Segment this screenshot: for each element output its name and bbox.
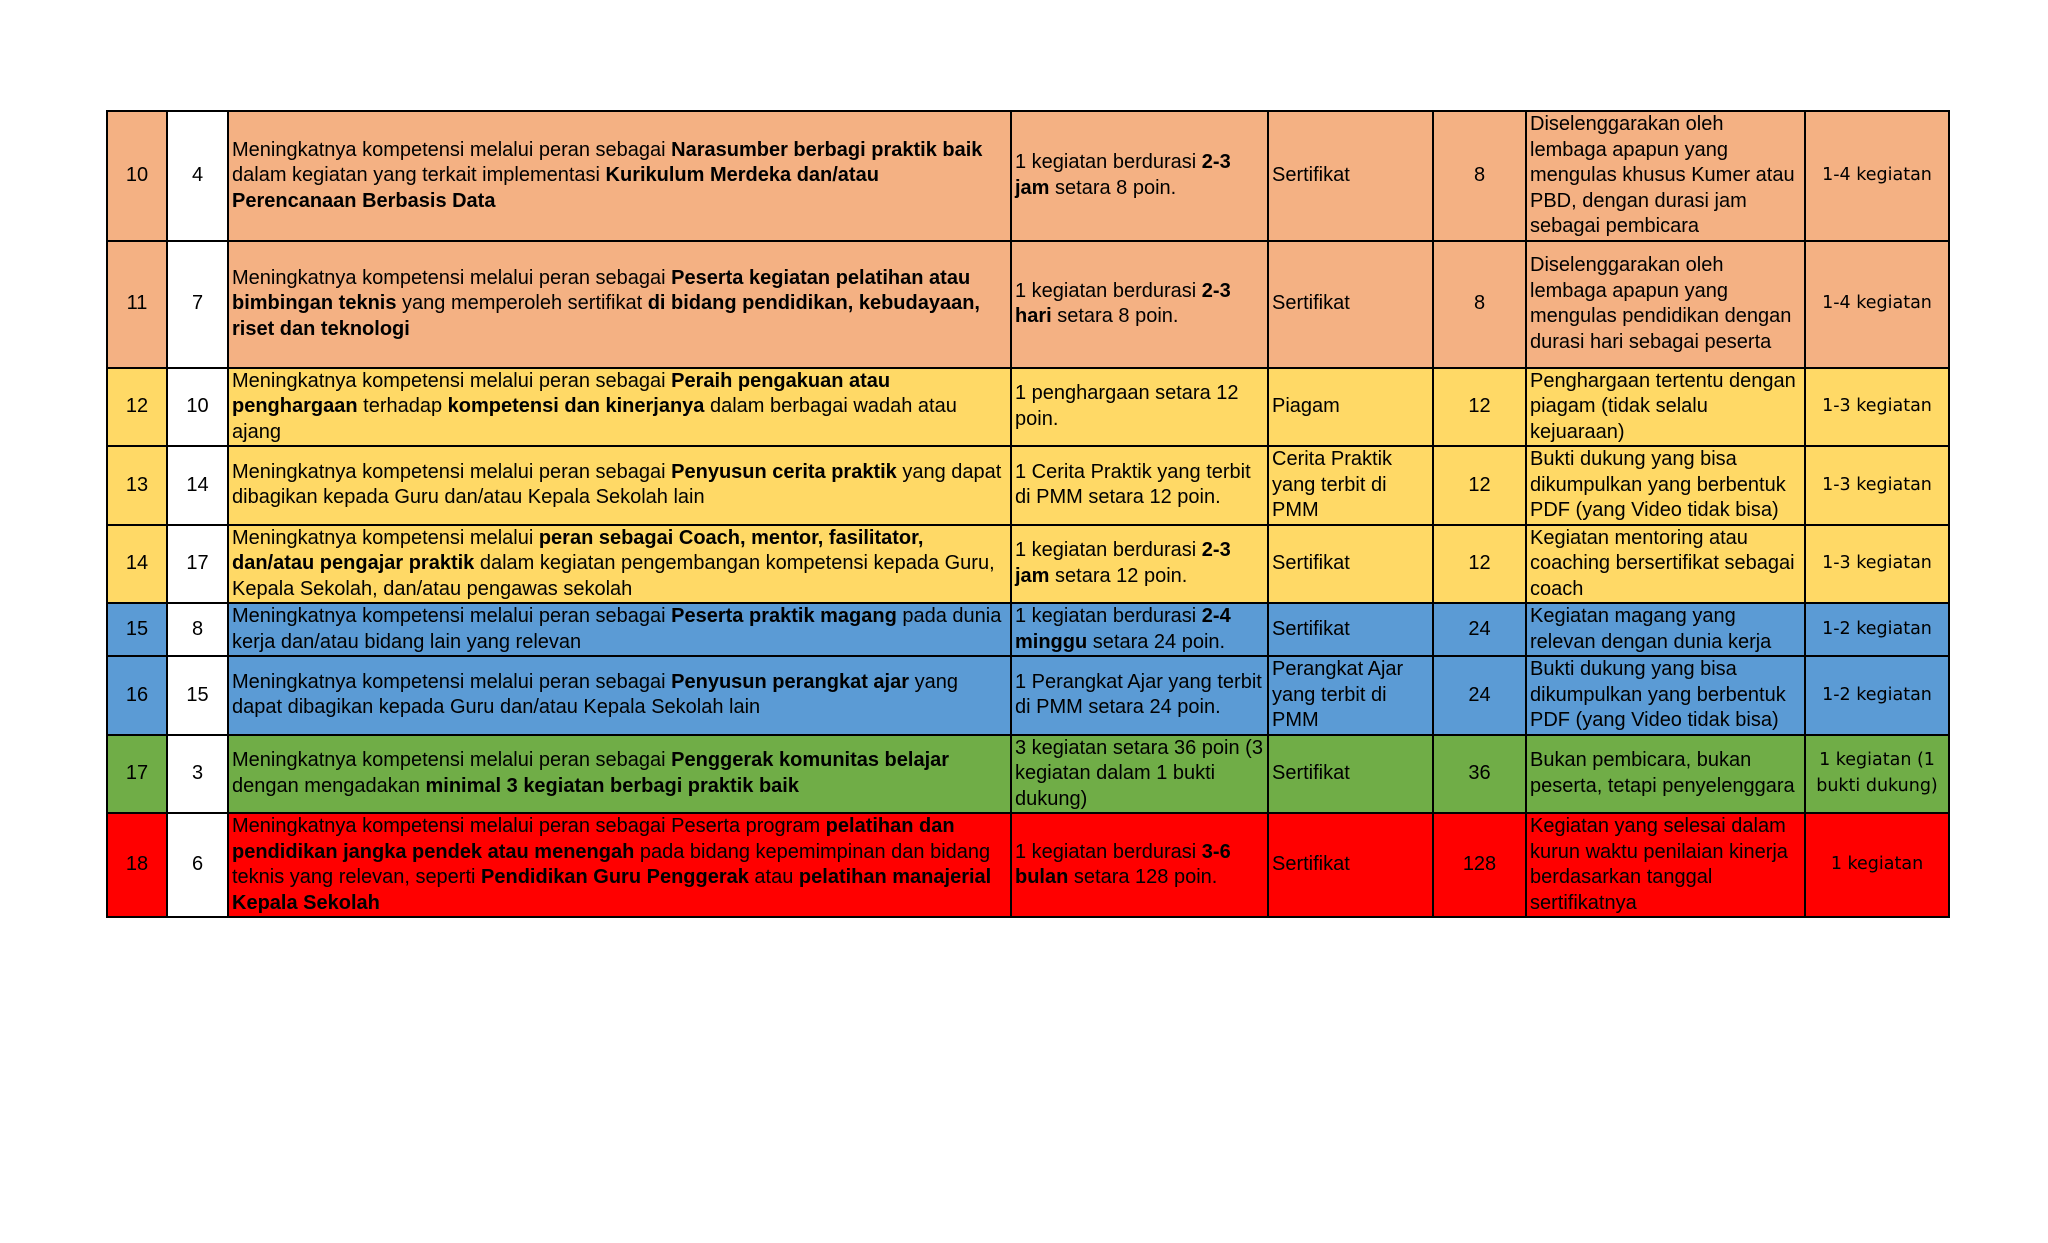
description-cell <box>228 813 1011 917</box>
description-cell-segment: pelatihan dan pendidikan jangka pendek atau menengah <box>232 815 955 863</box>
conversion-cell-segment: setara 8 poin. <box>1051 305 1179 327</box>
conversion-cell-segment: setara 8 poin. <box>1049 176 1177 199</box>
limit-cell: 1-4 kegiatan <box>1805 241 1949 368</box>
conversion-cell-segment: 1 kegiatan berdurasi <box>1015 151 1202 174</box>
description-cell-segment: Meningkatnya kompetensi melalui peran sebagai <box>232 138 672 161</box>
description-cell-segment: Penyusun cerita praktik <box>671 460 897 483</box>
description-cell-segment: Penggerak komunitas belajar <box>671 749 950 772</box>
evidence-cell: Sertifikat <box>1268 813 1433 917</box>
conversion-cell-segment: 3 kegiatan setara 36 poin (3 kegiatan dalam 1 bukti dukung) <box>1015 736 1263 810</box>
notes-cell: Diselenggarakan oleh lembaga apapun yang mengulas khusus Kumer atau PBD, dengan durasi jam sebagai pembicara <box>1526 111 1805 241</box>
reference-number-cell: 14 <box>167 446 228 525</box>
conversion-cell-segment: 2-3 jam <box>1015 539 1231 587</box>
description-cell-segment: peran sebagai Coach, mentor, fasilitator, dan/atau pengajar praktik <box>232 526 924 574</box>
points-cell: 12 <box>1433 368 1526 447</box>
description-cell-segment: Meningkatnya kompetensi melalui peran sebagai Peserta program <box>232 815 826 837</box>
description-cell <box>228 241 1011 368</box>
description-cell-segment: yang dapat dibagikan kepada Guru dan/atau Kepala Sekolah lain <box>232 460 1002 509</box>
description-cell <box>228 603 1011 656</box>
description-cell-segment: Meningkatnya kompetensi melalui peran sebagai <box>232 369 672 392</box>
notes-cell: Penghargaan tertentu dengan piagam (tidak selalu kejuaraan) <box>1526 368 1805 447</box>
evidence-cell: Sertifikat <box>1268 735 1433 814</box>
description-cell-segment: Penyusun perangkat ajar <box>671 670 910 693</box>
conversion-cell-segment: 1 Perangkat Ajar yang terbit di PMM setara 24 poin. <box>1015 670 1262 719</box>
conversion-cell-segment: 2-3 jam <box>1015 151 1231 199</box>
conversion-cell <box>1011 241 1268 368</box>
conversion-cell-segment: 2-4 minggu <box>1015 605 1231 653</box>
row-number-cell: 16 <box>107 656 167 735</box>
evidence-cell: Perangkat Ajar yang terbit di PMM <box>1268 656 1433 735</box>
description-cell-segment: Meningkatnya kompetensi melalui peran sebagai <box>232 749 672 772</box>
points-cell: 8 <box>1433 111 1526 241</box>
points-cell: 36 <box>1433 735 1526 814</box>
conversion-cell-segment: setara 128 poin. <box>1068 866 1218 888</box>
conversion-cell <box>1011 446 1268 525</box>
notes-cell: Diselenggarakan oleh lembaga apapun yang mengulas pendidikan dengan durasi hari sebagai peserta <box>1526 241 1805 368</box>
description-cell-segment: Meningkatnya kompetensi melalui peran sebagai <box>232 605 672 627</box>
evidence-cell: Piagam <box>1268 368 1433 447</box>
description-cell-segment: Kurikulum Merdeka dan/atau Perencanaan Berbasis Data <box>232 164 879 212</box>
evidence-cell: Sertifikat <box>1268 241 1433 368</box>
conversion-cell <box>1011 111 1268 241</box>
description-cell-segment: Meningkatnya kompetensi melalui peran sebagai <box>232 670 672 693</box>
reference-number-cell: 10 <box>167 368 228 447</box>
description-cell-segment: yang memperoleh sertifikat <box>396 292 648 315</box>
activity-points-table <box>106 110 1950 918</box>
notes-cell: Bukti dukung yang bisa dikumpulkan yang berbentuk PDF (yang Video tidak bisa) <box>1526 446 1805 525</box>
conversion-cell <box>1011 813 1268 917</box>
conversion-cell-segment: 1 kegiatan berdurasi <box>1015 840 1202 863</box>
points-cell: 24 <box>1433 603 1526 656</box>
reference-number-cell: 8 <box>167 603 228 656</box>
description-cell-segment: Meningkatnya kompetensi melalui <box>232 526 539 549</box>
table-body <box>107 111 1949 917</box>
row-number-cell: 18 <box>107 813 167 917</box>
description-cell <box>228 525 1011 604</box>
description-cell-segment: terhadap <box>357 395 448 417</box>
description-cell-segment: dalam berbagai wadah atau ajang <box>232 395 957 443</box>
description-cell <box>228 735 1011 814</box>
table-row <box>107 368 1949 447</box>
description-cell-segment: yang dapat dibagikan kepada Guru dan/atau Kepala Sekolah lain <box>232 670 958 719</box>
description-cell-segment: pelatihan manajerial Kepala Sekolah <box>232 866 992 914</box>
limit-cell: 1 kegiatan <box>1805 813 1949 917</box>
notes-cell: Kegiatan mentoring atau coaching bersertifikat sebagai coach <box>1526 525 1805 604</box>
conversion-cell <box>1011 656 1268 735</box>
row-number-cell: 17 <box>107 735 167 814</box>
reference-number-cell: 15 <box>167 656 228 735</box>
table-row <box>107 813 1949 917</box>
reference-number-cell: 17 <box>167 525 228 604</box>
conversion-cell-segment: 1 kegiatan berdurasi <box>1015 605 1202 627</box>
points-cell: 12 <box>1433 446 1526 525</box>
row-number-cell: 14 <box>107 525 167 604</box>
notes-cell: Bukti dukung yang bisa dikumpulkan yang berbentuk PDF (yang Video tidak bisa) <box>1526 656 1805 735</box>
limit-cell: 1-2 kegiatan <box>1805 656 1949 735</box>
notes-cell: Bukan pembicara, bukan peserta, tetapi penyelenggara <box>1526 735 1805 814</box>
description-cell-segment: di bidang pendidikan, kebudayaan, riset dan teknologi <box>232 292 980 340</box>
table-row <box>107 241 1949 368</box>
evidence-cell: Sertifikat <box>1268 525 1433 604</box>
description-cell <box>228 446 1011 525</box>
limit-cell: 1-4 kegiatan <box>1805 111 1949 241</box>
description-cell-segment: Pendidikan Guru Penggerak <box>481 866 749 888</box>
conversion-cell-segment: 2-3 hari <box>1015 279 1231 327</box>
conversion-cell-segment: setara 24 poin. <box>1087 630 1226 653</box>
description-cell <box>228 656 1011 735</box>
description-cell-segment: kompetensi dan kinerjanya <box>447 395 705 417</box>
evidence-cell: Cerita Praktik yang terbit di PMM <box>1268 446 1433 525</box>
conversion-cell-segment: 1 kegiatan berdurasi <box>1015 539 1202 562</box>
points-cell: 12 <box>1433 525 1526 604</box>
row-number-cell: 12 <box>107 368 167 447</box>
row-number-cell: 13 <box>107 446 167 525</box>
description-cell-segment: Peraih pengakuan atau penghargaan <box>232 369 891 417</box>
points-cell: 8 <box>1433 241 1526 368</box>
points-cell: 128 <box>1433 813 1526 917</box>
conversion-cell-segment: 1 kegiatan berdurasi <box>1015 279 1202 302</box>
description-cell-segment: dengan mengadakan <box>232 774 426 797</box>
conversion-cell <box>1011 735 1268 814</box>
description-cell <box>228 368 1011 447</box>
conversion-cell-segment: 3-6 bulan <box>1015 840 1231 888</box>
reference-number-cell: 4 <box>167 111 228 241</box>
table-row <box>107 603 1949 656</box>
description-cell-segment: minimal 3 kegiatan berbagi praktik baik <box>425 774 799 797</box>
description-cell-segment: pada bidang kepemimpinan dan bidang teknis yang relevan, seperti <box>232 840 991 888</box>
conversion-cell <box>1011 525 1268 604</box>
table-row <box>107 525 1949 604</box>
description-cell-segment: Peserta kegiatan pelatihan atau bimbingan teknis <box>232 266 971 315</box>
conversion-cell-segment: 1 Cerita Praktik yang terbit di PMM setara 12 poin. <box>1015 460 1251 509</box>
row-number-cell: 10 <box>107 111 167 241</box>
description-cell-segment: atau <box>748 866 799 888</box>
evidence-cell: Sertifikat <box>1268 603 1433 656</box>
points-cell: 24 <box>1433 656 1526 735</box>
description-cell-segment: Meningkatnya kompetensi melalui peran sebagai <box>232 460 672 483</box>
reference-number-cell: 6 <box>167 813 228 917</box>
conversion-cell-segment: setara 12 poin. <box>1049 564 1188 587</box>
description-cell-segment: Narasumber berbagi praktik baik <box>671 138 983 161</box>
row-number-cell: 15 <box>107 603 167 656</box>
limit-cell: 1-2 kegiatan <box>1805 603 1949 656</box>
conversion-cell <box>1011 368 1268 447</box>
description-cell-segment: dalam kegiatan pengembangan kompetensi kepada Guru, Kepala Sekolah, dan/atau pengawas sekolah <box>232 552 995 600</box>
table-row <box>107 111 1949 241</box>
table-row <box>107 446 1949 525</box>
description-cell-segment: pada dunia kerja dan/atau bidang lain yang relevan <box>232 605 1002 653</box>
conversion-cell <box>1011 603 1268 656</box>
reference-number-cell: 3 <box>167 735 228 814</box>
notes-cell: Kegiatan yang selesai dalam kurun waktu penilaian kinerja berdasarkan tanggal sertifikatnya <box>1526 813 1805 917</box>
table-row <box>107 656 1949 735</box>
description-cell-segment: Meningkatnya kompetensi melalui peran sebagai <box>232 266 672 289</box>
evidence-cell: Sertifikat <box>1268 111 1433 241</box>
conversion-cell-segment: 1 penghargaan setara 12 poin. <box>1015 382 1239 430</box>
description-cell <box>228 111 1011 241</box>
notes-cell: Kegiatan magang yang relevan dengan dunia kerja <box>1526 603 1805 656</box>
limit-cell: 1-3 kegiatan <box>1805 368 1949 447</box>
limit-cell: 1-3 kegiatan <box>1805 525 1949 604</box>
reference-number-cell: 7 <box>167 241 228 368</box>
description-cell-segment: dalam kegiatan yang terkait implementasi <box>232 164 606 186</box>
row-number-cell: 11 <box>107 241 167 368</box>
description-cell-segment: Peserta praktik magang <box>671 605 897 627</box>
limit-cell: 1-3 kegiatan <box>1805 446 1949 525</box>
table-row <box>107 735 1949 814</box>
limit-cell: 1 kegiatan (1 bukti dukung) <box>1805 735 1949 814</box>
